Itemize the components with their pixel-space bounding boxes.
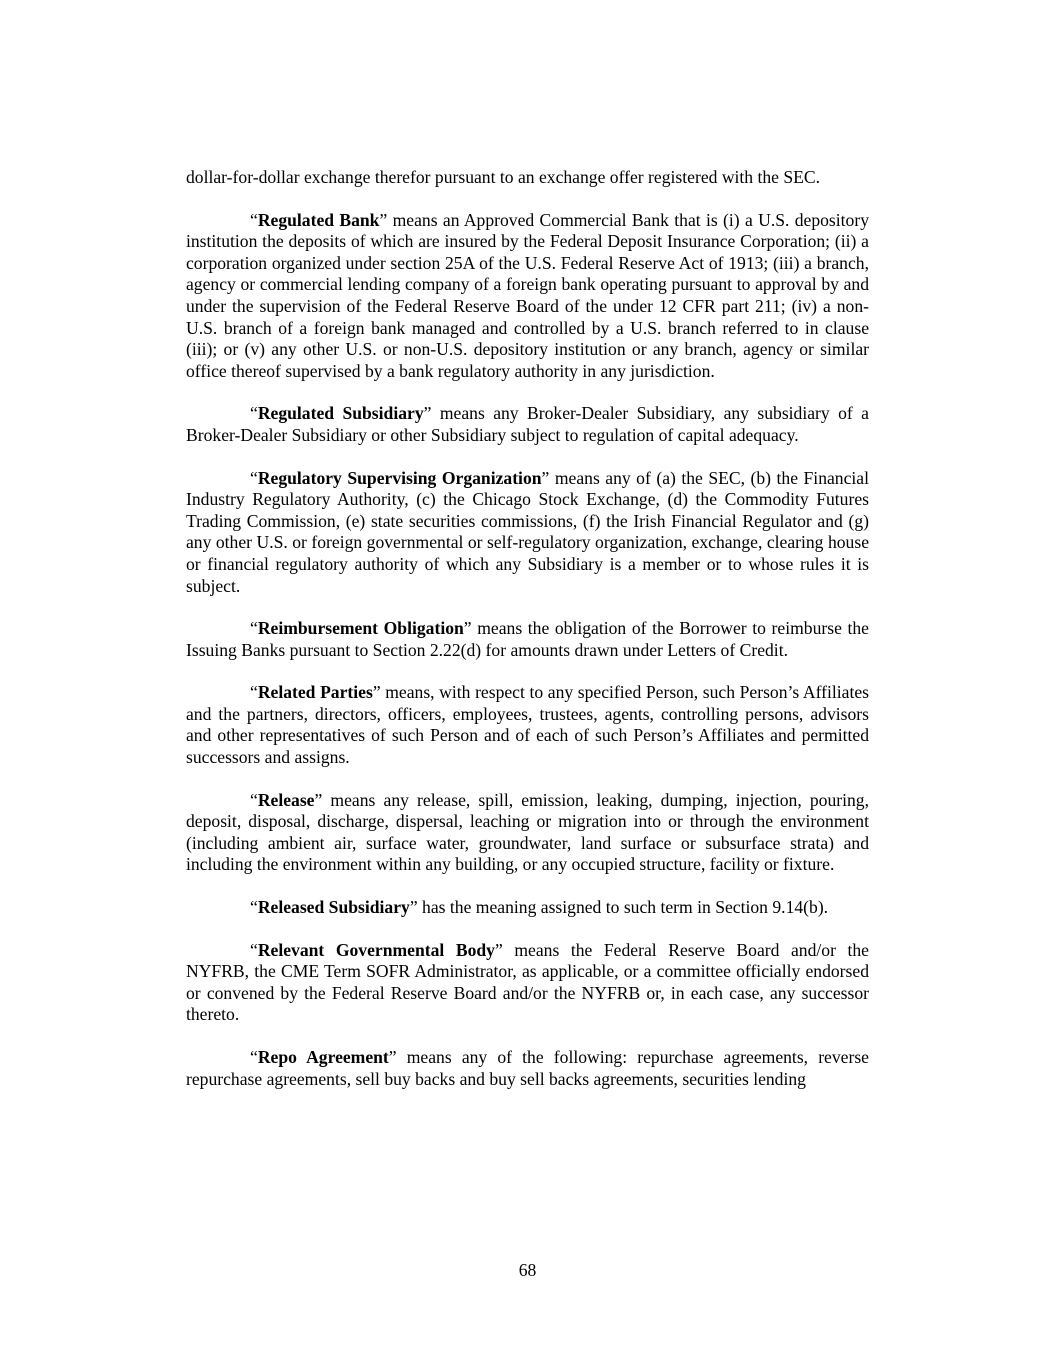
open-quote: “ [250,467,258,488]
defined-term: Release [257,789,315,810]
close-quote: ” [494,939,503,960]
definition-text: means, with respect to any specified Person, such Person’s Affiliates and the partners, directors, officers, employees, trustees, agents, controlling persons, advisors and other representatives of such Person and of each of such Person’s Affiliates and permitted successors and assigns. [186,682,869,768]
defined-term: Relevant Governmental Body [257,939,495,960]
open-quote: “ [250,897,258,918]
definition-text: means any of the following: repurchase agreements, reverse repurchase agreements, sell buy backs and buy sell backs agreements, securities lending [186,1047,869,1089]
close-quote: ” [314,789,323,810]
definition-text: means an Approved Commercial Bank that is (i) a U.S. depository institution the deposits of which are insured by the Federal Deposit Insurance Corporation; (ii) a corporation organized under section 25A of the U.S. Federal Reserve Act of 1913; (iii) a branch, agency or commercial lending company of a foreign bank operating pursuant to approval by and under the supervision of the Federal Reserve Board of the under 12 CFR part 211; (iv) a non-U.S. branch of a foreign bank managed and controlled by a U.S. branch referred to in clause (iii); or (v) any other U.S. or non-U.S. depository institution or any branch, agency or similar office thereof supervised by a bank regulatory authority in any jurisdiction. [186,209,869,381]
close-quote: ” [372,682,381,703]
definition-related-parties [186,682,869,768]
open-quote: “ [250,1047,258,1067]
open-quote: “ [250,209,258,230]
definition-text: means any release, spill, emission, leaking, dumping, injection, pouring, deposit, disposal, discharge, dispersal, leaching or migration into or through the environment (including ambient air, surface water, groundwater, land surface or subsurface strata) and including the environment within any building, or any occupied structure, facility or fixture. [186,789,869,875]
document-page [186,167,869,1111]
definition-text: has the meaning assigned to such term in Section 9.14(b). [417,897,829,918]
definition-text: means any Broker-Dealer Subsidiary, any subsidiary of a Broker-Dealer Subsidiary or other Subsidiary subject to regulation of capital adequacy. [186,403,869,445]
open-quote: “ [250,618,258,639]
close-quote: ” [388,1047,397,1067]
continuation-paragraph: dollar-for-dollar exchange therefor pursuant to an exchange offer registered with the SEC. [186,167,821,187]
defined-term: Regulated Subsidiary [257,403,424,424]
defined-term: Regulatory Supervising Organization [257,467,542,488]
defined-term: Released Subsidiary [257,897,410,918]
definition-relevant-governmental-body [186,940,869,1026]
open-quote: “ [250,939,258,960]
definition-regulated-bank [186,210,869,383]
open-quote: “ [250,682,258,703]
definition-text: means the Federal Reserve Board and/or the NYFRB, the CME Term SOFR Administrator, as applicable, or a committee officially endorsed or convened by the Federal Reserve Board and/or the NYFRB or, in each case, any successor thereto. [186,939,869,1025]
close-quote: ” [463,618,472,639]
defined-term: Reimbursement Obligation [257,618,464,639]
close-quote: ” [541,467,550,488]
defined-term: Repo Agreement [257,1047,389,1067]
definition-reimbursement-obligation [186,618,869,661]
page-number: 68 [518,1260,537,1280]
definition-release [186,790,869,876]
close-quote: ” [409,897,418,918]
definition-text: means the obligation of the Borrower to reimburse the Issuing Banks pursuant to Section 2.22(d) for amounts drawn under Letters of Credit. [186,618,869,660]
definition-text: means any of (a) the SEC, (b) the Financial Industry Regulatory Authority, (c) the Chicago Stock Exchange, (d) the Commodity Futures Trading Commission, (e) state securities commissions, (f) the Irish Financial Regulator and (g) any other U.S. or foreign governmental or self-regulatory organization, exchange, clearing house or financial regulatory authority of which any Subsidiary is a member or to whose rules it is subject. [186,467,869,596]
definition-repo-agreement [186,1047,869,1090]
close-quote: ” [423,403,432,424]
definition-released-subsidiary [186,897,869,919]
open-quote: “ [250,789,258,810]
defined-term: Regulated Bank [257,209,380,230]
close-quote: ” [379,209,388,230]
definition-regulated-subsidiary [186,403,869,446]
open-quote: “ [250,403,258,424]
defined-term: Related Parties [257,682,373,703]
definition-regulatory-supervising-organization [186,468,869,598]
